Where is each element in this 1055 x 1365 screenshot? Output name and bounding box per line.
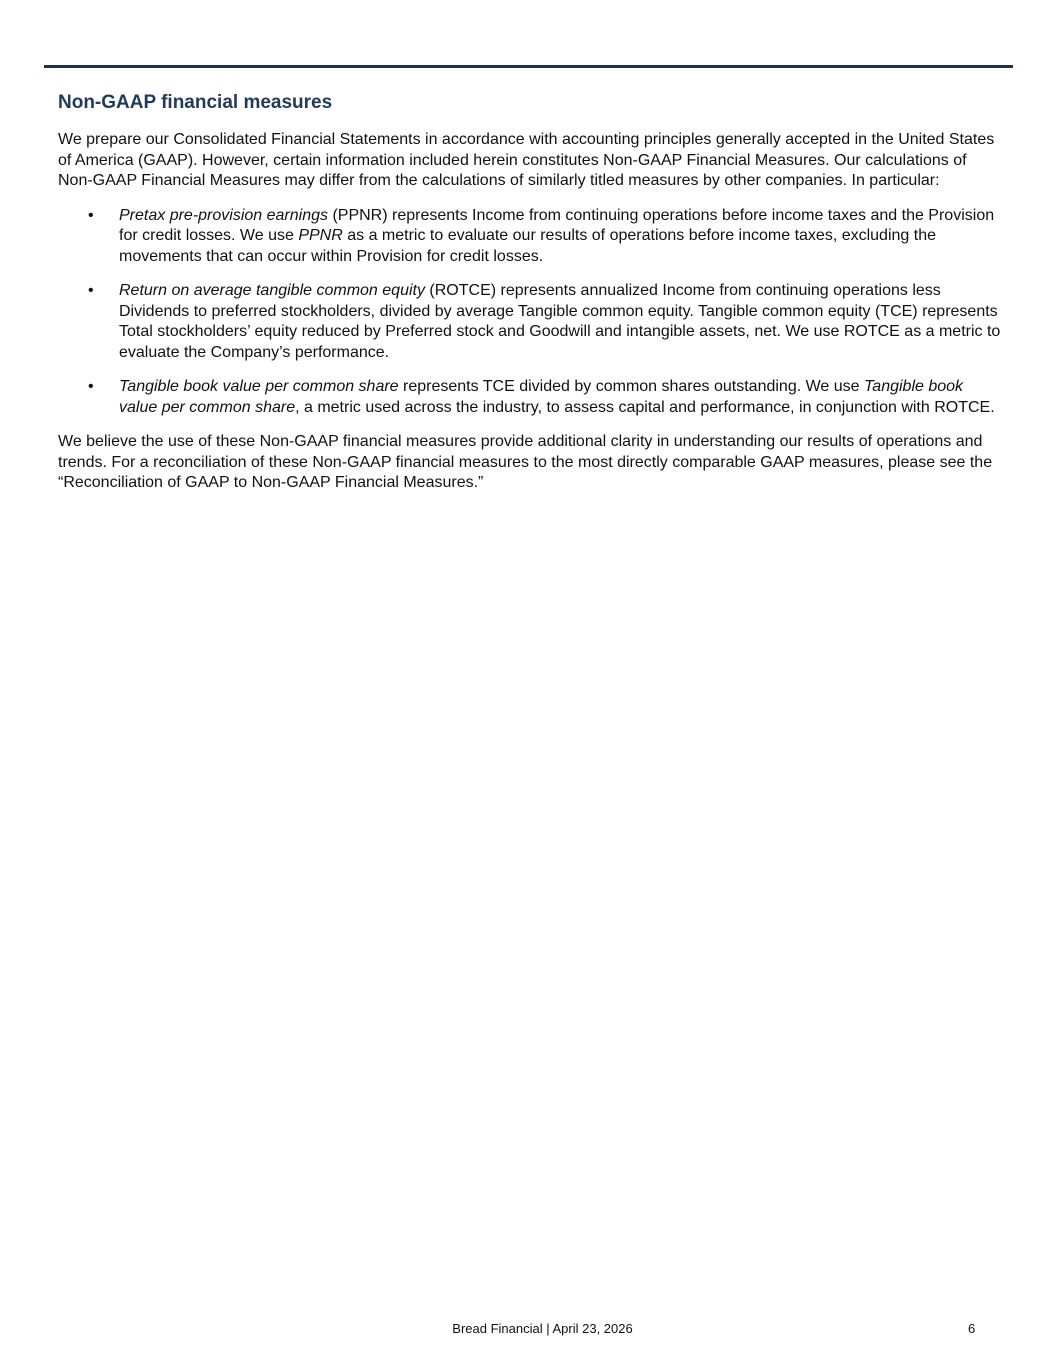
term-rotce: Return on average tangible common equity	[119, 282, 425, 299]
list-item-rotce	[58, 281, 1003, 363]
definition-text: represents TCE divided by common shares outstanding. We use	[398, 378, 864, 395]
section-title: Non-GAAP financial measures	[58, 92, 333, 113]
bullet-marker: •	[88, 206, 94, 224]
page-content	[58, 90, 1003, 494]
term-tbvps-repeat: Tangible book value per common share	[119, 378, 964, 416]
list-item-tbvps	[58, 377, 1003, 418]
definition-text: , a metric used across the industry, to assess capital and performance, in conjunction with ROTCE.	[295, 398, 995, 416]
page-number: 6	[968, 1321, 976, 1336]
header-rule	[44, 65, 1013, 68]
list-item-ppnr	[58, 206, 1003, 268]
bullet-marker: •	[88, 282, 94, 299]
term-tbvps: Tangible book value per common share	[119, 378, 399, 395]
definitions-list	[58, 206, 1003, 419]
term-ppnr-abbrev: PPNR	[298, 227, 343, 244]
bullet-marker: •	[88, 378, 94, 395]
term-ppnr: Pretax pre-provision earnings	[119, 206, 328, 224]
definition-text: as a metric to evaluate our results of operations before income taxes, excluding the movements that can occur within Provision for credit losses.	[119, 227, 936, 265]
footer-company-date: Bread Financial | April 23, 2026	[452, 1321, 633, 1336]
closing-paragraph: We believe the use of these Non-GAAP financial measures provide additional clarity in understanding our results of operations and trends. For a reconciliation of these Non-GAAP financial measures to the most directly comparable GAAP measures, please see the “Reconciliation of GAAP to Non-GAAP Financial Measures.”	[58, 433, 993, 491]
definition-text: (ROTCE) represents annualized Income from continuing operations less Dividends to preferred stockholders, divided by average Tangible common equity. Tangible common equity (TCE) represents Total stockholders’ equity reduced by Preferred stock and Goodwill and intangible assets, net. We use ROTCE as a metric to evaluate the Company’s performance.	[119, 282, 1001, 361]
intro-paragraph: We prepare our Consolidated Financial Statements in accordance with accounting principles generally accepted in the United States of America (GAAP). However, certain information included herein constitutes Non-GAAP Financial Measures. Our calculations of Non-GAAP Financial Measures may differ from the calculations of similarly titled measures by other companies. In particular:	[58, 131, 995, 189]
definition-text: (PPNR) represents Income from continuing operations before income taxes and the Provision for credit losses. We use	[119, 206, 995, 244]
